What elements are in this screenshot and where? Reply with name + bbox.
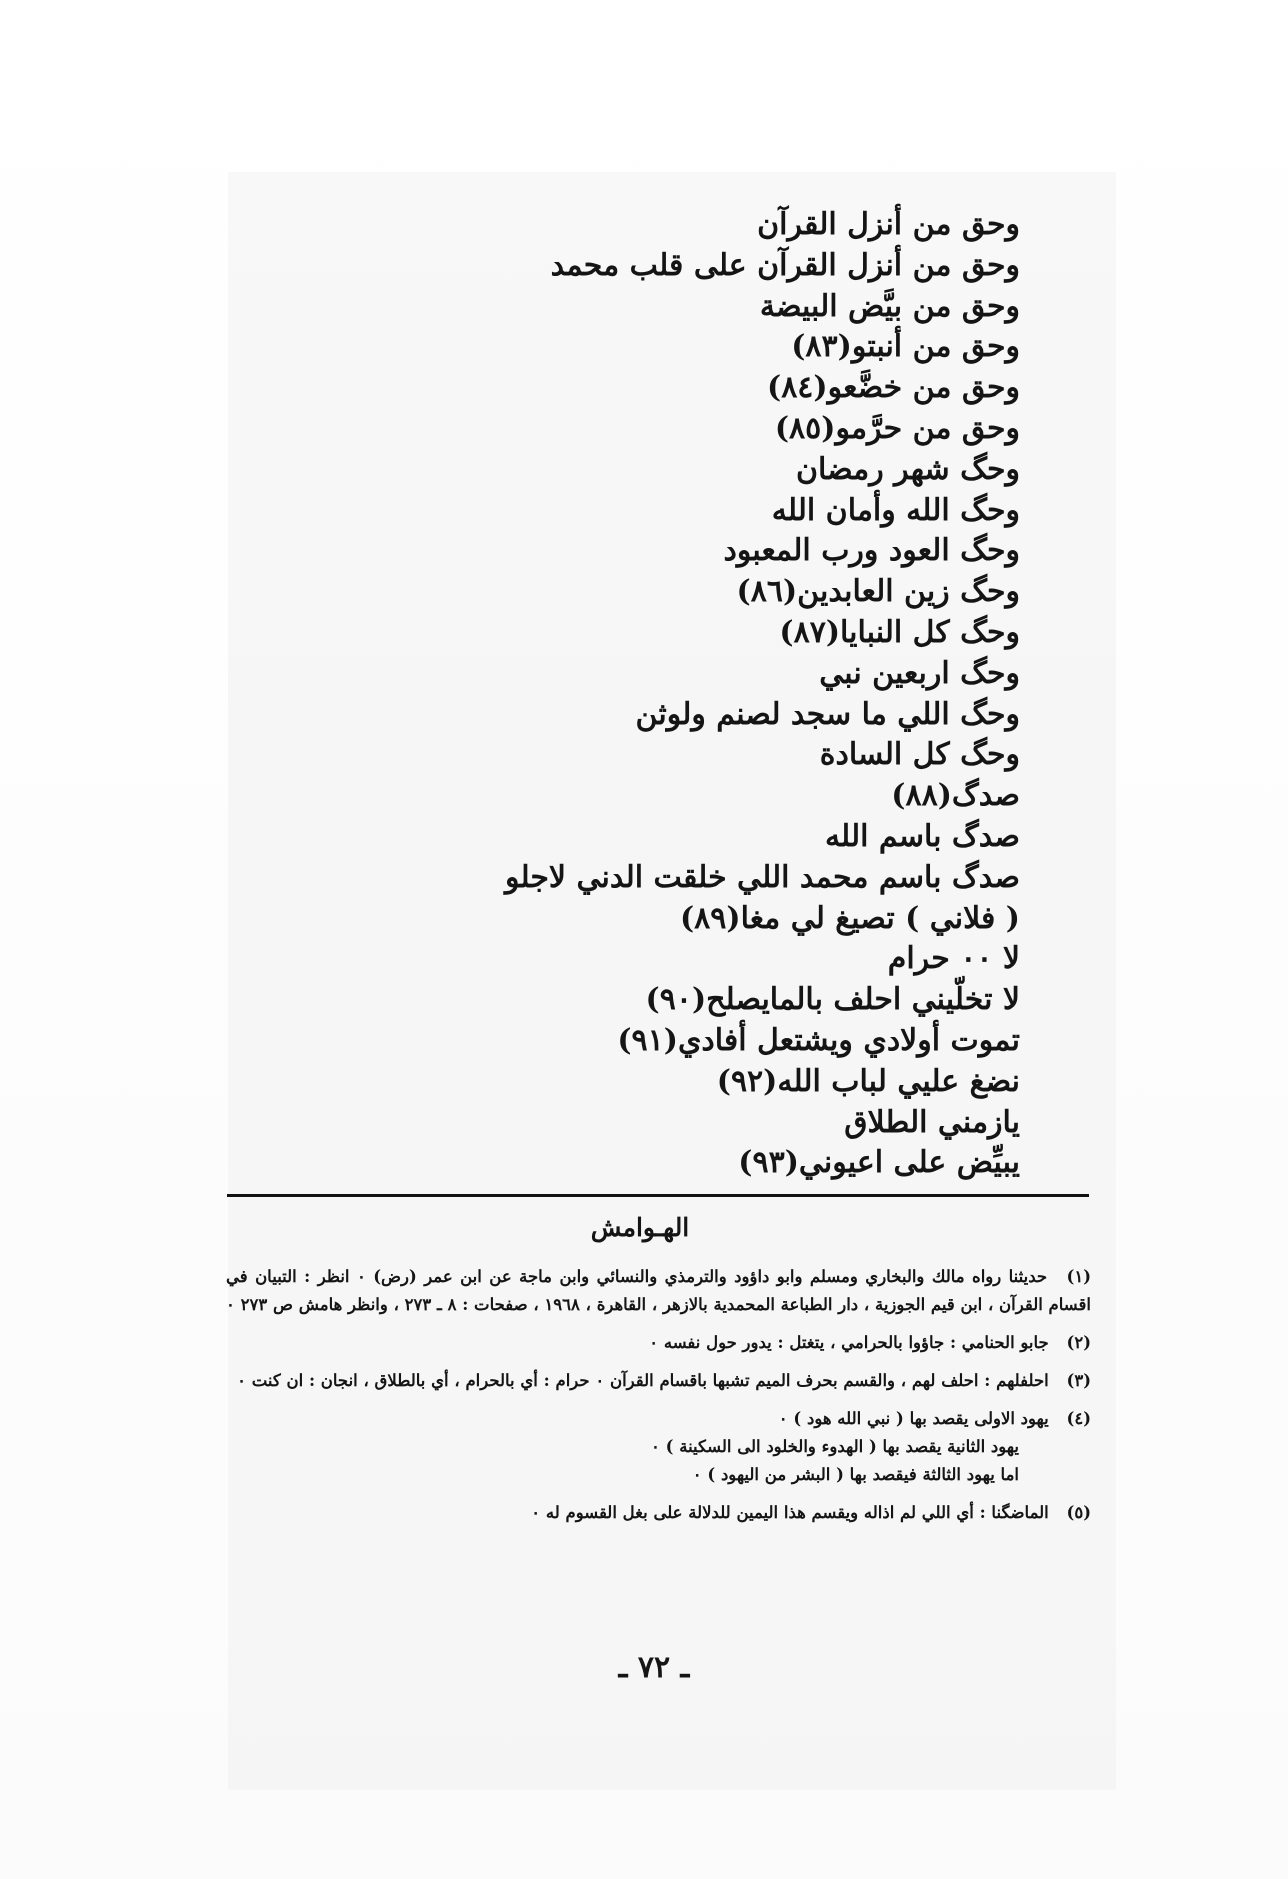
verse-line: وحق من أنزل القرآن على قلب محمد — [550, 247, 1020, 283]
verse-line: لا ٠٠ حرام — [887, 941, 1020, 977]
verse-line: يبيِّض على اعيوني(٩٣) — [738, 1145, 1020, 1181]
footnote-number: (٣) — [1066, 1371, 1091, 1390]
footnote-subline: اما يهود الثالثة فيقصد بها ( البشر من اليهود ) ٠ — [692, 1465, 1019, 1484]
page-number: ـ ٧٢ ـ — [618, 1650, 690, 1685]
verse-line: وحگ كل السادة — [819, 737, 1020, 773]
notes-heading: الهـوامش — [590, 1213, 690, 1242]
footnote-number: (٥) — [1066, 1503, 1091, 1522]
notes-divider — [227, 1194, 1089, 1197]
verse-line: وحگ شهر رمضان — [795, 451, 1020, 487]
footnote-subline: يهود الثانية يقصد بها ( الهدوء والخلود الى السكينة ) ٠ — [651, 1437, 1019, 1456]
verse-line: وحق من خضَّعو(٨٤) — [766, 370, 1020, 406]
footnote — [226, 1367, 1091, 1395]
verse-line: لا تخلّيني احلف بالمايصلح(٩٠) — [645, 982, 1020, 1018]
footnote-text: جابو الحنامي : جاؤوا بالحرامي ، يتغتل : يدور حول نفسه ٠ — [649, 1333, 1049, 1352]
verse-line: نضغ عليي لباب الله(٩٢) — [716, 1063, 1020, 1099]
footnote-text: احلفلهم : احلف لهم ، والقسم بحرف الميم تشبها باقسام القرآن ٠ حرام : أي بالحرام ، أي بالطلاق ، انجان : ان كنت ٠ — [237, 1371, 1049, 1390]
verse-line: وحگ كل النبايا(٨٧) — [779, 614, 1020, 650]
verse-line: وحگ الله وأمان الله — [771, 492, 1020, 528]
verse-line: وحگ زين العابدين(٨٦) — [736, 574, 1020, 610]
footnote-number: (٢) — [1066, 1333, 1091, 1352]
verse-line: وحگ اربعين نبي — [819, 655, 1020, 691]
verse-line: صدگ باسم الله — [824, 818, 1020, 854]
footnote-number: (١) — [1066, 1267, 1092, 1286]
footnote — [226, 1499, 1091, 1527]
oath-verse-list — [504, 205, 1020, 1184]
footnote — [226, 1263, 1091, 1319]
footnote-text: يهود الاولى يقصد بها ( نبي الله هود ) ٠ — [778, 1409, 1049, 1428]
verse-line: وحق من أنبتو(٨٣) — [791, 329, 1020, 365]
verse-line: وحق من حرَّمو(٨٥) — [774, 410, 1020, 446]
verse-line: تموت أولادي ويشتعل أفادي(٩١) — [617, 1022, 1020, 1058]
verse-line: وحگ اللي ما سجد لصنم ولوثن — [635, 696, 1020, 732]
verse-line: وحگ العود ورب المعبود — [723, 533, 1020, 569]
footnote-text: حديثنا رواه مالك والبخاري ومسلم وابو داؤود والترمذي والنسائي وابن ماجة عن ابن عمر (رض) ٠ انظر : التبيان في اقسام القرآن ، ابن قيم الجوزية ، دار الطباعة المحمدية بالازهر ، القاهرة ، ١٩٦٨ ، صفحات : ٨ ـ ٢٧٣ ، وانظر هامش ص ٢٧٣ ٠ — [226, 1267, 1091, 1314]
footnote — [226, 1329, 1091, 1357]
footnote — [226, 1405, 1091, 1489]
verse-line: ( فلاني ) تصيغ لي مغا(٨٩) — [679, 900, 1020, 936]
verse-line: وحق من بيَّض البيضة — [759, 288, 1020, 324]
verse-line: صدگ(٨٨) — [891, 778, 1020, 814]
footnotes — [226, 1263, 1091, 1537]
footnote-number: (٤) — [1066, 1409, 1091, 1428]
verse-line: صدگ باسم محمد اللي خلقت الدني لاجلو — [504, 859, 1020, 895]
footnote-text: الماضگنا : أي اللي لم اذاله ويقسم هذا اليمين للدلالة على بغل القسوم له ٠ — [531, 1503, 1049, 1522]
verse-line: وحق من أنزل القرآن — [757, 207, 1020, 242]
verse-line: يازمني الطلاق — [844, 1104, 1020, 1140]
